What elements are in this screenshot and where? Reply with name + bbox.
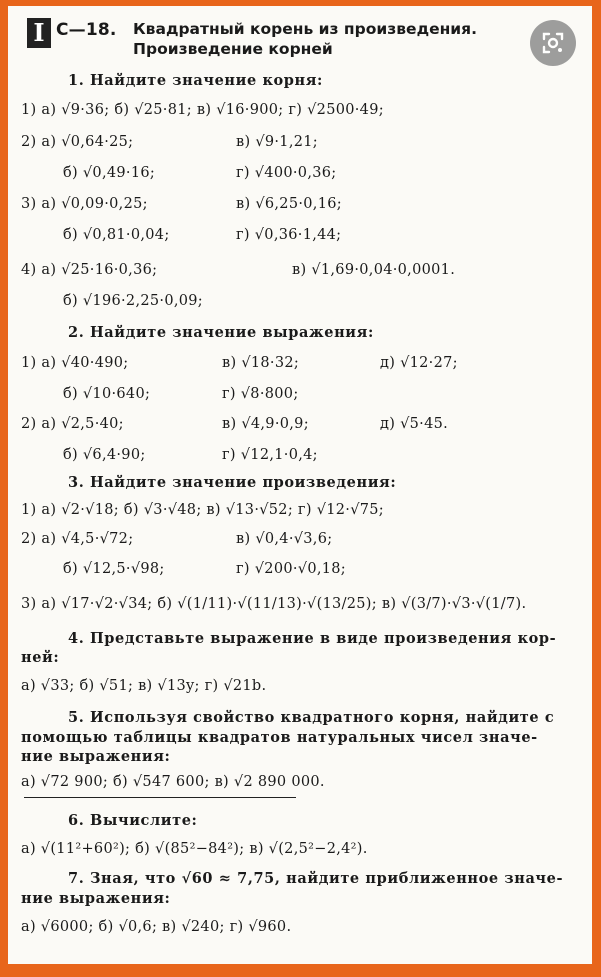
task-heading: 6. Вычислите: <box>68 812 198 829</box>
exercise-line: 2) а) √4,5·√72; <box>21 531 134 547</box>
exercise-line: г) √400·0,36; <box>236 165 337 181</box>
exercise-line: д) √12·27; <box>380 355 458 371</box>
exercise-line: г) √8·800; <box>222 386 299 402</box>
exercise-line: г) √200·√0,18; <box>236 561 346 577</box>
exercise-line: в) √9·1,21; <box>236 134 318 150</box>
exercise-line: а) √33; б) √51; в) √13y; г) √21b. <box>21 678 267 694</box>
exercise-line: а) √6000; б) √0,6; в) √240; г) √960. <box>21 919 292 935</box>
task-heading: 5. Используя свойство квадратного корня, найдите с <box>68 709 555 726</box>
task-heading: ние выражения: <box>21 748 171 765</box>
exercise-line: 1) а) √2·√18; б) √3·√48; в) √13·√52; г) √12·√75; <box>21 502 384 518</box>
section-title-line2: Произведение корней <box>133 40 333 58</box>
task-heading: ние выражения: <box>21 890 171 907</box>
task-heading: 3. Найдите значение произведения: <box>68 474 397 491</box>
task-heading: 1. Найдите значение корня: <box>68 72 324 89</box>
exercise-line: 4) а) √25·16·0,36; <box>21 262 158 278</box>
document-page <box>8 6 592 964</box>
exercise-line: в) √6,25·0,16; <box>236 196 342 212</box>
exercise-line: 3) а) √17·√2·√34; б) √(1/11)·√(11/13)·√(13/25); в) √(3/7)·√3·√(1/7). <box>21 596 527 612</box>
exercise-line: д) √5·45. <box>380 416 449 432</box>
exercise-line: 2) а) √2,5·40; <box>21 416 124 432</box>
exercise-line: в) √1,69·0,04·0,0001. <box>292 262 456 278</box>
exercise-line: 3) а) √0,09·0,25; <box>21 196 148 212</box>
task-heading: ней: <box>21 649 60 666</box>
section-code: С—18. <box>56 20 117 40</box>
exercise-line: б) √10·640; <box>63 386 151 402</box>
section-badge: I <box>27 18 51 48</box>
task-heading: 7. Зная, что √60 ≈ 7,75, найдите приближенное значе- <box>68 870 564 887</box>
lens-glyph-icon <box>541 31 565 55</box>
exercise-line: б) √0,49·16; <box>63 165 156 181</box>
exercise-line: а) √(11²+60²); б) √(85²−84²); в) √(2,5²−2,4²). <box>21 841 368 857</box>
section-title-line1: Квадратный корень из произведения. <box>133 20 478 38</box>
task-heading: 2. Найдите значение выражения: <box>68 324 374 341</box>
exercise-line: в) √0,4·√3,6; <box>236 531 333 547</box>
exercise-line: в) √4,9·0,9; <box>222 416 309 432</box>
task-heading: помощью таблицы квадратов натуральных чисел значе- <box>21 729 538 746</box>
task-heading: 4. Представьте выражение в виде произведения кор- <box>68 630 557 647</box>
exercise-line: г) √0,36·1,44; <box>236 227 342 243</box>
exercise-line: б) √0,81·0,04; <box>63 227 170 243</box>
exercise-line: 1) а) √9·36; б) √25·81; в) √16·900; г) √2500·49; <box>21 102 384 118</box>
exercise-line: в) √18·32; <box>222 355 300 371</box>
exercise-line: б) √196·2,25·0,09; <box>63 293 203 309</box>
divider-line <box>24 797 296 798</box>
exercise-line: 2) а) √0,64·25; <box>21 134 134 150</box>
exercise-line: а) √72 900; б) √547 600; в) √2 890 000. <box>21 774 325 790</box>
exercise-line: г) √12,1·0,4; <box>222 447 318 463</box>
exercise-line: б) √6,4·90; <box>63 447 146 463</box>
exercise-line: б) √12,5·√98; <box>63 561 165 577</box>
google-lens-icon[interactable] <box>530 20 576 66</box>
exercise-line: 1) а) √40·490; <box>21 355 129 371</box>
